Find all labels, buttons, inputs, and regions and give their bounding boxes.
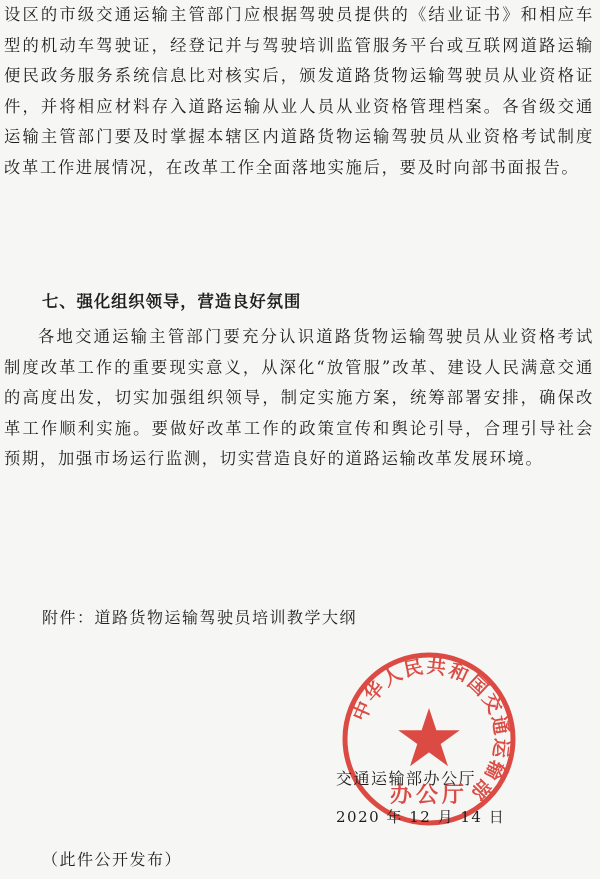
attachment-line: 附件：道路货物运输驾驶员培训教学大纲	[42, 608, 358, 627]
seal-star	[398, 708, 460, 766]
body-paragraph-1: 设区的市级交通运输主管部门应根据驾驶员提供的《结业证书》和相应车型的机动车驾驶证，经登记并与驾驶培训监管服务平台或互联网道路运输便民政务服务系统信息比对核实后，颁发道路货物运输驾驶员从业资格证件，并将相应材料存入道路运输从业人员从业资格管理档案。各省级交通运输主管部门要及时掌握本辖区内道路货物运输驾驶员从业资格考试制度改革工作进展情况，在改革工作全面落地实施后，要及时向部书面报告。	[4, 5, 594, 177]
official-seal	[340, 650, 518, 828]
section-heading-7: 七、强化组织领导，营造良好氛围	[42, 292, 302, 311]
signature-organization: 交通运输部办公厅	[336, 769, 477, 788]
signature-date: 2020 年 12 月 14 日	[336, 808, 506, 826]
seal-center-text: 办公厅	[389, 783, 469, 808]
body-paragraph-2: 各地交通运输主管部门要充分认识道路货物运输驾驶员从业资格考试制度改革工作的重要现实意义，从深化“放管服”改革、建设人民满意交通的高度出发，切实加强组织领导，制定实施方案，统筹部署安排，确保改革工作顺利实施。要做好改革工作的政策宣传和舆论引导，合理引导社会预期，加强市场运行监测，切实营造良好的道路运输改革发展环境。	[4, 327, 594, 469]
publish-note: （此件公开发布）	[42, 850, 183, 869]
seal-ring-textpath: 中华人民共和国交通运输部	[348, 655, 513, 805]
